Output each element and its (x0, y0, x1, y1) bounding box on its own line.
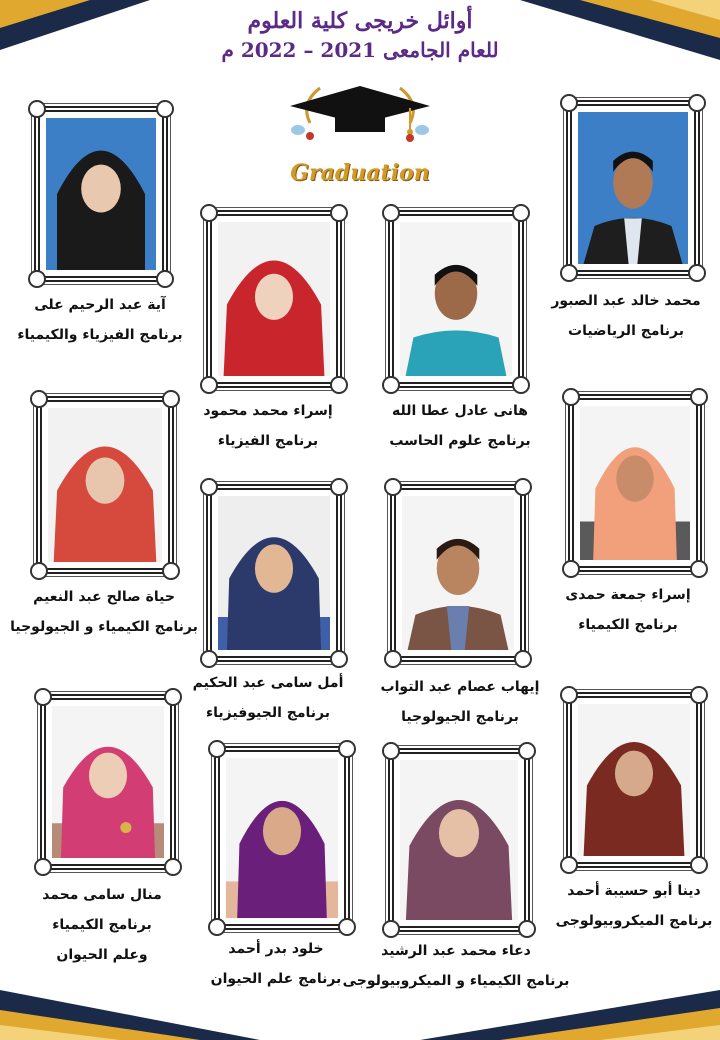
graduate-photo (578, 704, 690, 856)
photo-frame (566, 692, 702, 868)
graduate-program-line2: وعلم الحيوان (56, 947, 148, 963)
graduate-caption (370, 396, 550, 456)
graduate-photo (400, 760, 518, 920)
graduate-photo (46, 118, 156, 270)
graduate-caption (12, 880, 192, 970)
graduate-program: برنامج الكيمياء (578, 617, 678, 633)
graduate-photo (218, 496, 330, 650)
title-line-1: أوائل خريجى كلية العلوم (247, 8, 473, 34)
graduate-photo (226, 758, 338, 918)
photo-frame (388, 210, 524, 388)
photo-frame (206, 210, 342, 388)
graduate-caption (4, 582, 204, 642)
graduate-photo (578, 112, 688, 264)
graduate-name: دينا أبو حسيبة أحمد (567, 883, 701, 899)
graduate-name: خلود بدر أحمد (228, 941, 324, 957)
graduate-program: برنامج الرياضيات (568, 323, 684, 339)
graduate-photo (52, 706, 164, 858)
graduate-program: برنامج الكيمياء و الميكروبيولوجى (342, 973, 570, 989)
photo-frame (36, 396, 174, 574)
photo-frame (40, 694, 176, 870)
photo-frame (206, 484, 342, 662)
graduate-name: منال سامى محمد (42, 887, 162, 903)
photo-frame (388, 748, 530, 932)
graduate-program: برنامج الكيمياء (52, 917, 152, 933)
graduate-caption (178, 668, 358, 728)
graduate-program: برنامج الجيولوجيا (401, 709, 519, 725)
graduate-program: برنامج علم الحيوان (210, 971, 342, 987)
graduate-caption (538, 580, 718, 640)
graduate-name: إسراء محمد محمود (203, 403, 333, 419)
graduate-name: إيهاب عصام عبد التواب (380, 679, 540, 695)
graduation-label: Graduation (290, 160, 430, 186)
graduate-photo (402, 496, 514, 650)
graduate-name: إسراء جمعة حمدى (565, 587, 691, 603)
graduate-photo (48, 408, 162, 562)
graduate-caption (10, 290, 190, 350)
graduate-caption (536, 286, 716, 346)
graduate-program: برنامج الميكروبيولوجى (555, 913, 713, 929)
graduate-name: آية عبد الرحيم على (34, 297, 166, 313)
graduate-name: دعاء محمد عبد الرشيد (381, 943, 531, 959)
graduate-program: برنامج الفيزياء (217, 433, 319, 449)
graduate-photo (580, 406, 690, 560)
graduate-name: حياة صالح عبد النعيم (33, 589, 175, 605)
graduation-cap-icon (280, 78, 440, 148)
graduate-photo (400, 222, 512, 376)
photo-frame (214, 746, 350, 930)
title-line-2: للعام الجامعى 2021 – 2022 م (221, 38, 499, 62)
photo-frame (390, 484, 526, 662)
graduate-program: برنامج الفيزياء والكيمياء (17, 327, 183, 343)
graduate-program: برنامج علوم الحاسب (389, 433, 531, 449)
photo-frame (566, 100, 700, 276)
photo-frame (568, 394, 702, 572)
graduate-photo (218, 222, 330, 376)
graduate-caption (544, 876, 720, 936)
photo-frame (34, 106, 168, 282)
graduate-name: محمد خالد عبد الصبور (551, 293, 701, 309)
graduate-caption (178, 396, 358, 456)
page-title (150, 6, 570, 64)
graduate-caption (336, 936, 576, 996)
graduate-name: هانى عادل عطا الله (392, 403, 528, 419)
graduate-name: أمل سامى عبد الحكيم (192, 675, 344, 691)
graduate-caption (360, 672, 560, 732)
graduate-program: برنامج الكيمياء و الجيولوجيا (10, 619, 198, 635)
top-left-decoration (0, 0, 150, 60)
graduate-program: برنامج الجيوفيزياء (205, 705, 330, 721)
